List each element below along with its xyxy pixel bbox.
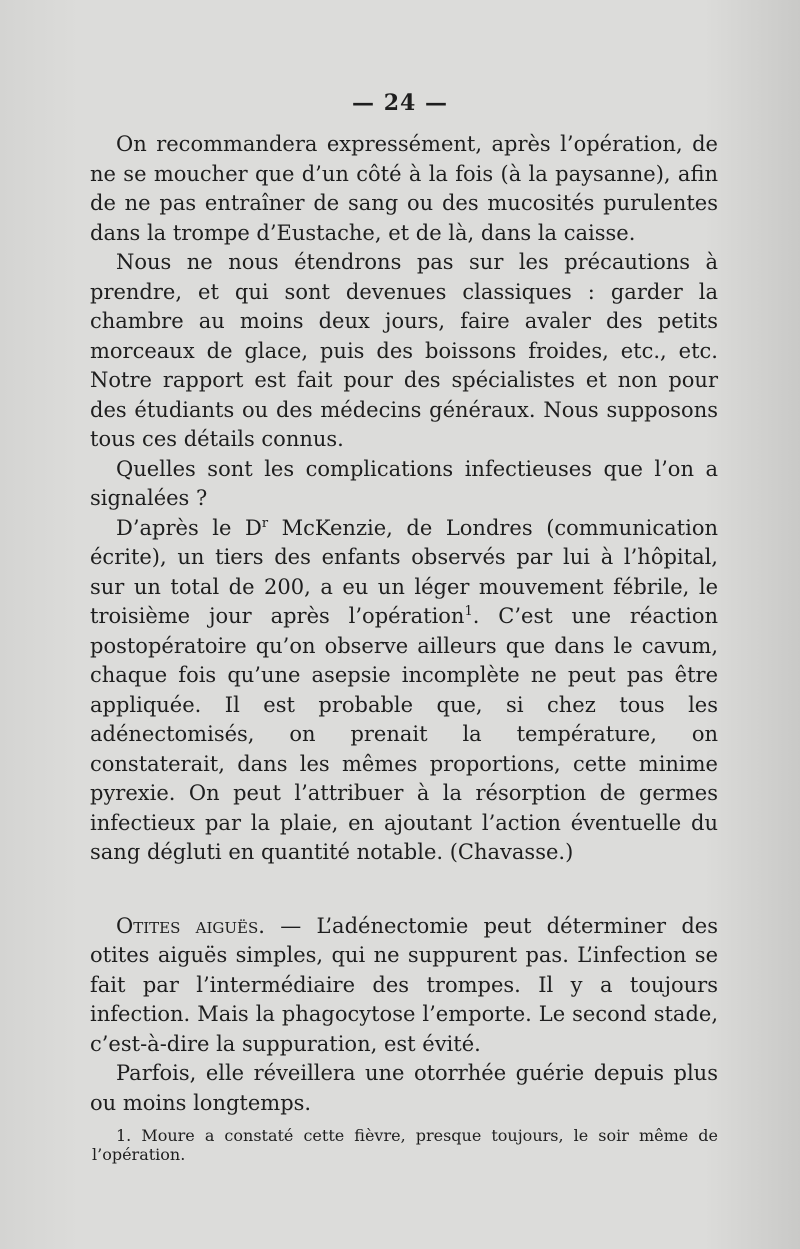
footnote: 1. Moure a constaté cette fièvre, presque toujours, le soir même de l’opération.: [92, 1126, 718, 1164]
paragraph-precautions: Nous ne nous étendrons pas sur les précautions à prendre, et qui sont devenues classiques : garder la chambre au moins deux jours, faire avaler des petits morceaux de glace, puis des boissons froides, etc., etc. Notre rapport est fait pour des spécialistes et non pour des étudiants ou des médecins généraux. Nous supposons tous ces détails connus.: [90, 250, 718, 451]
paragraph-mckenzie-start: D’après le D: [116, 515, 262, 540]
doctor-superscript: r: [261, 515, 269, 531]
paragraph-mckenzie-end: . C’est une réaction postopératoire qu’on observe ailleurs que dans le cavum, chaque fois qu’une asepsie incomplète ne peut pas être appliquée. Il est probable que, si chez tous les adénectomisés, on prenait la température, on constaterait, dans les mêmes proportions, cette minime pyrexie. On peut l’attribuer à la résorption de germes infectieux par la plaie, en ajoutant l’action éventuelle du sang dégluti en quantité notable. (Chavasse.): [90, 604, 718, 864]
paragraph-mckenzie: [90, 514, 718, 868]
paragraph-mckenzie-middle: McKenzie, de Londres (communication écrite), un tiers des enfants observés par lui à l’hôpital, sur un total de 200, a eu un léger mouvement fébrile, le troisième jour après l’opération: [90, 515, 718, 628]
paragraph-nose-blowing: On recommandera expressément, après l’opération, de ne se moucher que d’un côté à la fois (à la paysanne), afin de ne pas entraîner de sang ou des mucosités purulentes dans la trompe d’Eustache, et de là, dans la caisse.: [90, 132, 718, 245]
page-number: — 24 —: [352, 90, 448, 116]
footnote-reference: 1: [464, 604, 473, 619]
paragraph-complications-question: Quelles sont les complications infectieuses que l’on a signalées ?: [90, 456, 718, 510]
paragraph-otites: [90, 912, 718, 1060]
paragraph-otorrhea: Parfois, elle réveillera une otorrhée guérie depuis plus ou moins longtemps.: [90, 1061, 718, 1115]
body-text: [90, 130, 718, 1118]
section-heading-otites: Otites aiguës.: [116, 913, 265, 938]
section-gap: [90, 868, 718, 912]
paragraph-otites-text: — L’adénectomie peut déterminer des otites aiguës simples, qui ne suppurent pas. L’infection se fait par l’intermédiaire des trompes. Il y a toujours infection. Mais la phagocytose l’emporte. Le second stade, c’est-à-dire la suppuration, est évité.: [90, 913, 718, 1056]
